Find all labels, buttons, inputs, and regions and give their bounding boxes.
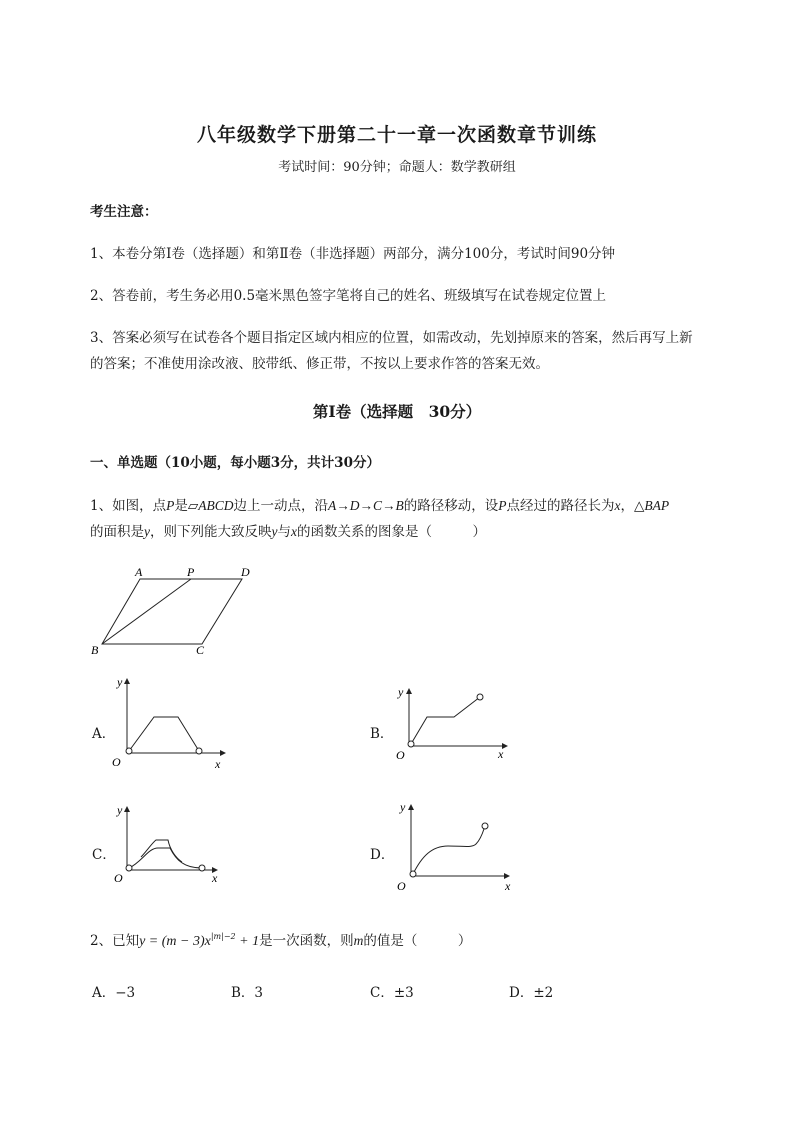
origin-label: O <box>112 755 121 769</box>
page-title: 八年级数学下册第二十一章一次函数章节训练 <box>196 124 597 146</box>
vertex-label-a: A <box>135 565 143 579</box>
q2-option-a[interactable]: A．−3 <box>92 985 136 1001</box>
option-d-graph <box>392 796 522 894</box>
x-axis-label: x <box>498 747 504 761</box>
q2-option-d[interactable]: D．±2 <box>509 985 554 1001</box>
x-axis-label: x <box>212 871 218 885</box>
option-d-label[interactable]: D． <box>370 847 395 863</box>
question-2-stem: 2、已知$y = (m - 3)x^{|m|-2} + 1$是一次函数，则m的值是（ ） <box>90 932 472 949</box>
q2-exponent: |m|−2 <box>210 932 236 941</box>
x-axis-label: x <box>505 879 511 893</box>
vertex-label-d: D <box>241 565 250 579</box>
notice-heading: 考生注意： <box>90 204 158 220</box>
q2-option-b[interactable]: B．3 <box>231 985 264 1001</box>
parallelogram-figure <box>88 562 258 658</box>
notice-item-3: 3、答案必须写在试卷各个题目指定区域内相应的位置，如需改动，先划掉原来的答案，然后再写上新 <box>90 330 693 346</box>
x-axis-label: x <box>215 757 221 771</box>
vertex-label-p: P <box>187 565 195 579</box>
option-c-graph <box>110 800 230 890</box>
y-axis-label: y <box>400 800 406 814</box>
q2-expression: y = (m − 3)x <box>139 934 211 949</box>
y-axis-label: y <box>398 685 404 699</box>
vertex-label-b: B <box>91 643 99 657</box>
origin-label: O <box>397 879 406 893</box>
part-title: 一、单选题（10小题，每小题3分，共计30分） <box>90 455 380 471</box>
section-title: 第Ⅰ卷（选择题 30分） <box>312 402 482 421</box>
question-1-line-2: 的面积是y，则下列能大致反映y与x的函数关系的图象是（ ） <box>90 524 486 540</box>
option-b-graph <box>392 682 517 777</box>
vertex-label-c: C <box>196 643 205 657</box>
origin-label: O <box>114 871 123 885</box>
option-a-label[interactable]: A． <box>92 726 116 742</box>
origin-label: O <box>396 748 405 762</box>
notice-item-2: 2、答卷前，考生务必用0.5毫米黑色签字笔将自己的姓名、班级填写在试卷规定位置上 <box>90 288 607 304</box>
question-1-line-1: 1、如图，点P是▱ABCD边上一动点，沿A→D→C→B的路径移动，设P点经过的路径长为x，△BAP <box>90 498 670 514</box>
option-a-graph <box>108 672 233 772</box>
q2-option-c[interactable]: C．±3 <box>370 985 414 1001</box>
option-b-label[interactable]: B． <box>370 726 394 742</box>
y-axis-label: y <box>117 803 123 817</box>
notice-item-1: 1、本卷分第Ⅰ卷（选择题）和第Ⅱ卷（非选择题）两部分，满分100分，考试时间90分钟 <box>90 246 616 262</box>
y-axis-label: y <box>117 675 123 689</box>
page-subtitle: 考试时间：90分钟；命题人：数学教研组 <box>278 160 516 175</box>
option-c-label[interactable]: C． <box>92 847 116 863</box>
notice-item-3-cont: 的答案；不准使用涂改液、胶带纸、修正带，不按以上要求作答的答案无效。 <box>90 356 549 372</box>
